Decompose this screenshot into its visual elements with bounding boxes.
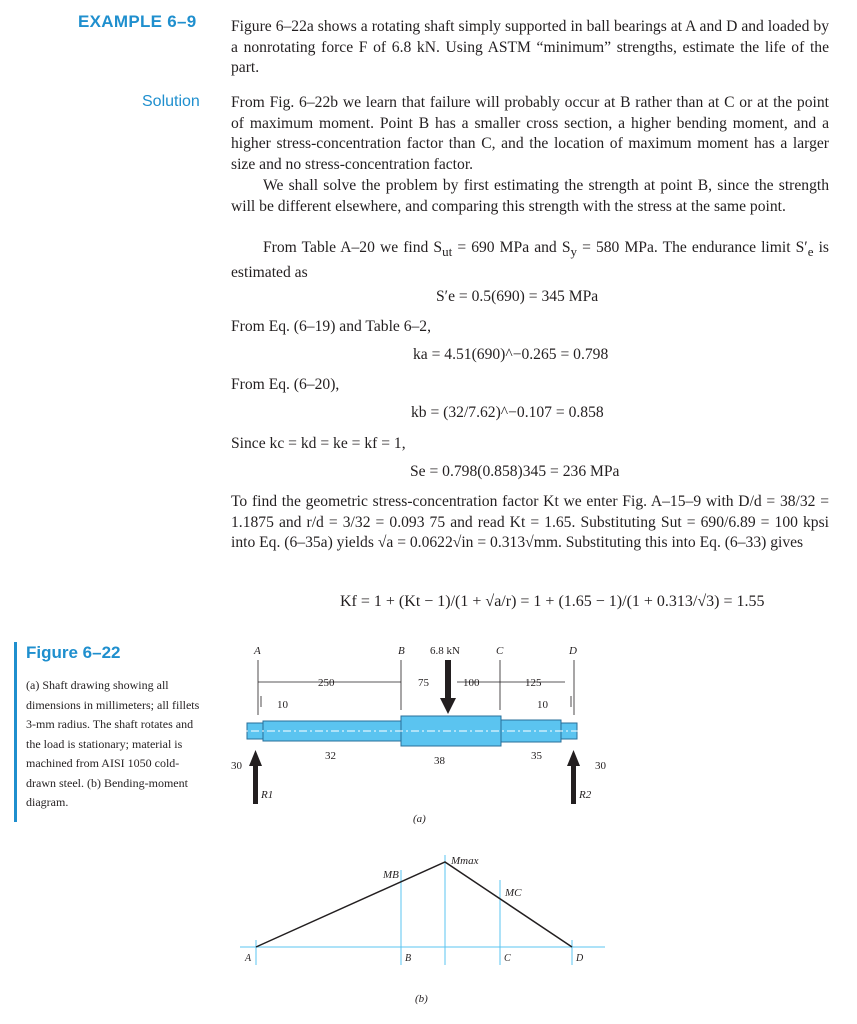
equation-kf: Kf = 1 + (Kt − 1)/(1 + √a/r) = 1 + (1.65 − 1)/(1 + 0.313/√3) = 1.55 xyxy=(340,593,765,610)
figure-caption: (a) Shaft drawing showing all dimensions in millimeters; all fillets 3-mm radius. The shaft rotates and the load is stationary; material is machined from AISI 1050 cold-drawn steel. (b) Bending-moment diagram. xyxy=(26,678,200,809)
diagram-point-d: D xyxy=(576,953,584,964)
bending-moment-diagram xyxy=(225,840,625,1015)
solution-label: Solution xyxy=(142,93,200,110)
point-a-label: A xyxy=(254,645,261,657)
figure-a-label: (a) xyxy=(413,813,426,825)
dim-30-right: 30 xyxy=(595,760,606,772)
point-b-label: B xyxy=(398,645,405,657)
example-label: EXAMPLE 6–9 xyxy=(78,12,197,31)
figure-b-label: (b) xyxy=(415,993,428,1005)
shaft-drawing xyxy=(225,640,625,830)
point-d-label: D xyxy=(569,645,577,657)
dim-35: 35 xyxy=(531,750,542,762)
from-eq-6-20: From Eq. (6–20), xyxy=(231,376,340,393)
dim-100: 100 xyxy=(463,677,480,689)
dim-10-left: 10 xyxy=(277,699,288,711)
load-arrow xyxy=(440,660,456,714)
dim-10-right: 10 xyxy=(537,699,548,711)
dim-250: 250 xyxy=(318,677,335,689)
equation-se: Se = 0.798(0.858)345 = 236 MPa xyxy=(410,463,620,480)
figure-accent-bar xyxy=(14,642,17,822)
diagram-point-b: B xyxy=(405,953,412,964)
solution-paragraph-2: We shall solve the problem by first estimating the strength at point B, since the strength will be different elsewhere, and comparing this strength with the stress at the same point. xyxy=(231,177,829,215)
label-mmax: Mmax xyxy=(451,855,479,867)
diagram-point-a: A xyxy=(245,953,252,964)
solution-paragraph-3: From Table A–20 we find $S_{ut} = 690$ MPa and $S_y = 580$ MPa. The endurance limit $S'_e$ is estimated as xyxy=(231,239,829,281)
point-c-label: C xyxy=(496,645,504,657)
equation-kb: kb = (32/7.62)^−0.107 = 0.858 xyxy=(411,404,604,421)
figure-title: Figure 6–22 xyxy=(26,643,121,662)
reaction-r2: R2 xyxy=(579,789,592,801)
moment-curve xyxy=(256,862,572,947)
dim-30-left: 30 xyxy=(231,760,242,772)
from-eq-6-19: From Eq. (6–19) and Table 6–2, xyxy=(231,318,432,335)
reaction-r1: R1 xyxy=(261,789,274,801)
dim-38: 38 xyxy=(434,755,445,767)
dim-32: 32 xyxy=(325,750,336,762)
equation-se-prime: S′e = 0.5(690) = 345 MPa xyxy=(436,288,599,305)
since-k-factors: Since kc = kd = ke = kf = 1, xyxy=(231,435,406,452)
solution-paragraph-1: From Fig. 6–22b we learn that failure will probably occur at B rather than at C or at the point of maximum moment. Point B has a smaller cross section, a higher bending moment, and a higher stress-concentration factor than C, and the location of maximum moment has a larger size and no stress-concentration factor. xyxy=(231,94,829,173)
diagram-point-c: C xyxy=(504,953,511,964)
equation-ka: ka = 4.51(690)^−0.265 = 0.798 xyxy=(413,346,609,363)
load-label: 6.8 kN xyxy=(430,645,460,657)
example-statement: Figure 6–22a shows a rotating shaft simply supported in ball bearings at A and D and loaded by a nonrotating force F of 6.8 kN. Using ASTM “minimum” strengths, estimate the life of the part. xyxy=(231,18,829,76)
dim-75: 75 xyxy=(418,677,429,689)
label-mc: MC xyxy=(505,887,522,899)
dim-125: 125 xyxy=(525,677,542,689)
label-mb: MB xyxy=(383,869,399,881)
solution-paragraph-4: To find the geometric stress-concentration factor Kt we enter Fig. A–15–9 with D/d = 38/32 = 1.1875 and r/d = 3/32 = 0.093 75 and read Kt = 1.65. Substituting Sut = 690/6.89 = 100 kpsi into Eq. (6–35a) yields √a = 0.0622√in = 0.313√mm. Substituting this into Eq. (6–33) gives xyxy=(231,493,829,551)
